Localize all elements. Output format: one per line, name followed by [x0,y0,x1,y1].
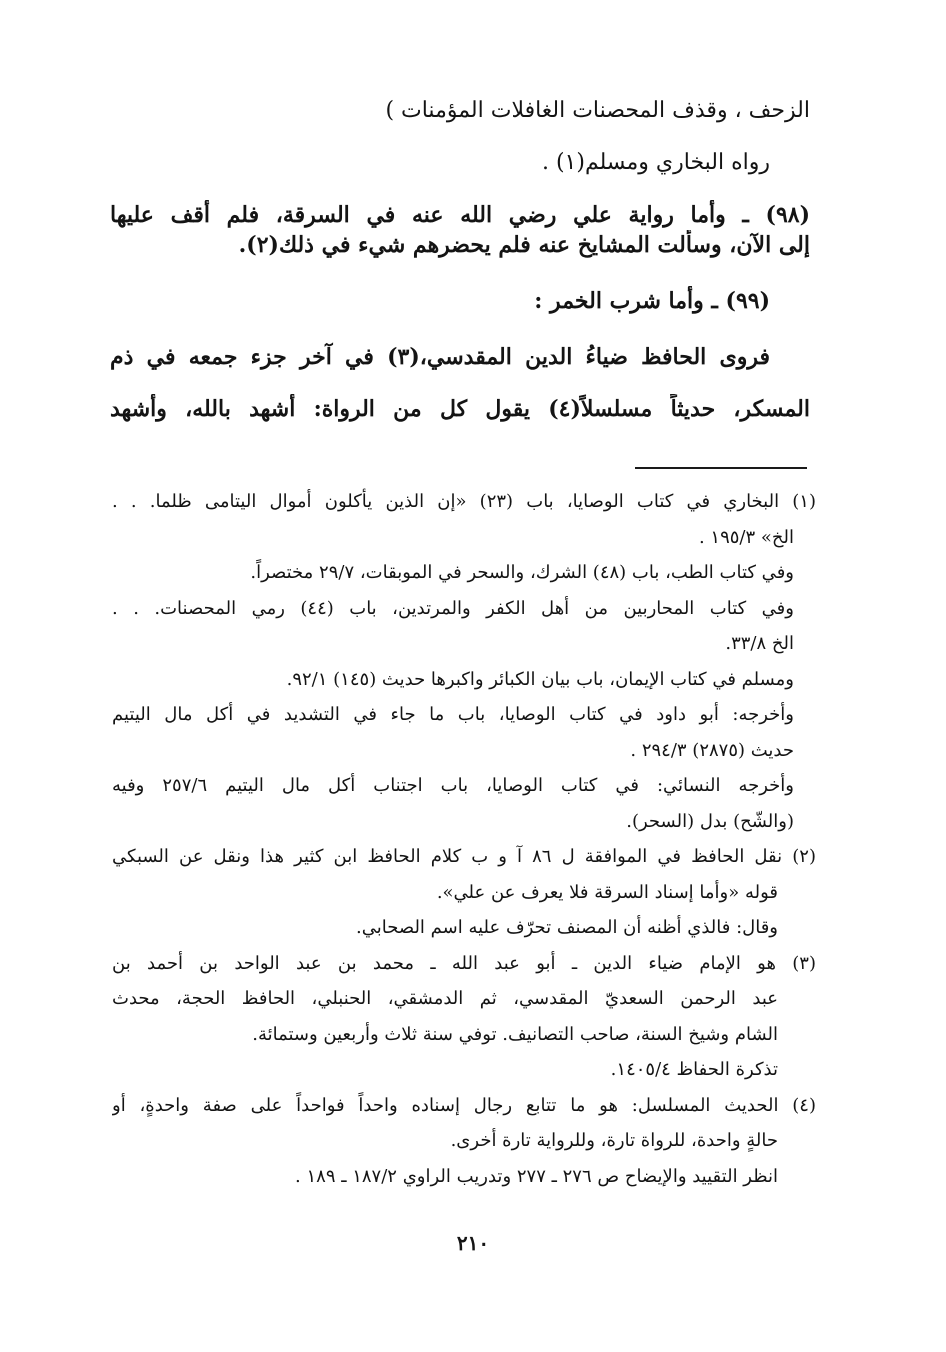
footnote-line: وأخرجه النسائي: في كتاب الوصايا، باب اجتناب أكل مال اليتيم ٢٥٧/٦ وفيه [112,775,794,796]
text-line-paragraph-cont: المسكر، حديثاً مسلسلاً(٤) يقول كل من الرواة: أشهد بالله، وأُشهد [110,396,810,422]
footnote-line: ومسلم في كتاب الإيمان، باب بيان الكبائر واكبرها حديث (١٤٥) ٩٢/١. [286,668,794,690]
footnote-line: وأخرجه: أبو داود في كتاب الوصايا، باب ما جاء في التشديد في أكل مال اليتيم [112,704,794,725]
footnote-line: (والشّح) بدل (السحر). [626,810,794,832]
text-line-paragraph: فروى الحافظ ضياءُ الدين المقدسي،(٣) في آخر جزء جمعه في ذم [110,344,770,370]
footnote-line: تذكرة الحفاظ ١٤٠٥/٤. [610,1059,778,1080]
footnote-line: الخ ٣٣/٨. [725,633,794,654]
footnote-line: الخ» ١٩٥/٣ . [698,526,794,548]
text-line-item-98: (٩٨) ـ وأما رواية علي رضي الله عنه في السرقة، فلم أقف عليها [110,202,810,228]
footnote-4-line: (٤) الحديث المسلسل: هو ما تتابع رجال إسناده واحداً فواحداً على صفة واحدةٍ، أو [112,1094,816,1116]
main-text [110,96,810,424]
footnote-line: حالةٍ واحدة، للرواة تارة، وللرواية تارة أخرى. [450,1130,778,1151]
footnote-separator [635,467,807,469]
footnote-line: قوله «وأما إسناد السرقة فلا يعرف عن علي». [436,881,778,903]
footnote-line: وقال: فالذي أظنه أن المصنف تحرّف عليه اسم الصحابي. [356,917,778,938]
text-line-item-99: (٩٩) ـ وأما شرب الخمر : [534,288,770,314]
page-number: ٢١٠ [456,1231,490,1255]
footnote-line: حديث (٢٨٧٥) ٢٩٤/٣ . [630,739,794,761]
footnote-line: وفي كتاب الطب، باب (٤٨) الشرك، والسحر في الموبقات، ٢٩/٧ مختصراً. [250,562,794,583]
text-line-item-98-cont: إلى الآن، وسألت المشايخ عنه فلم يحضرهم شيء في ذلك(٢). [238,232,810,258]
footnote-1-line: (١) البخاري في كتاب الوصايا، باب (٢٣) «إن الذين يأكلون أموال اليتامى ظلما. . . [112,491,816,512]
footnote-line: وفي كتاب المحاربين من أهل الكفر والمرتدين، باب (٤٤) رمي المحصنات. . . [112,597,794,619]
footnote-line: الشام وشيخ السنة، صاحب التصانيف. توفي سنة ثلاث وأربعين وستمائة. [252,1023,778,1045]
footnotes [112,484,816,1194]
footnote-2-line: (٢) نقل الحافظ في الموافقة ل ٨٦ آ و ب كلام الحافظ ابن كثير هذا ونقل عن السبكي [112,846,816,867]
text-line-hadith-source: رواه البخاري ومسلم(١) . [541,150,770,175]
text-line-continuation: الزحف ، وقذف المحصنات الغافلات المؤمنات ) [385,98,810,123]
footnote-line: عبد الرحمن السعديّ المقدسي، ثم الدمشقي، الحنبلي، الحافظ الحجة، محدث [112,988,778,1009]
footnote-3-line: (٣) هو الإمام ضياء الدين ـ أبو عبد الله ـ محمد بن عبد الواحد بن أحمد بن [112,952,816,974]
footnote-line: انظر التقييد والإيضاح ص ٢٧٦ ـ ٢٧٧ وتدريب الراوي ١٨٧/٢ ـ ١٨٩ . [295,1165,778,1187]
